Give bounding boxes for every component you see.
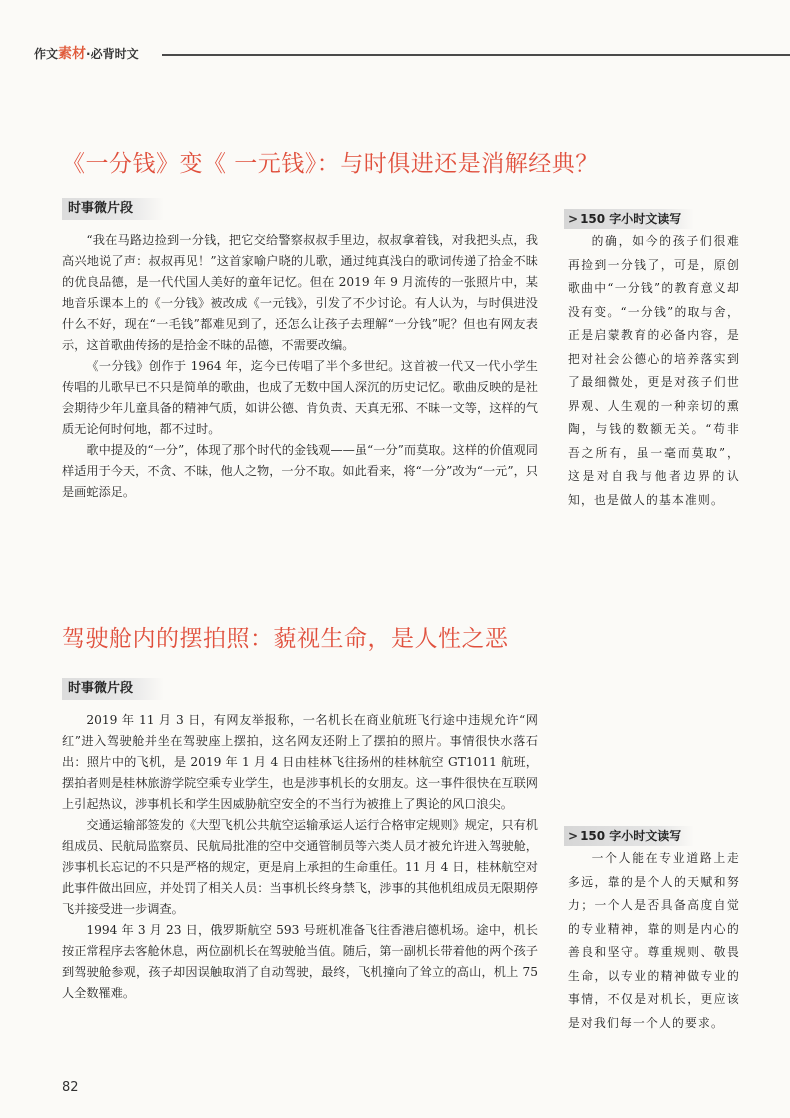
article2-title: 驾驶舱内的摆拍照：藐视生命，是人性之恶 <box>62 626 509 652</box>
column-label-prefix: 作文 <box>34 47 59 61</box>
sidebar2-heading-text: 150 字小时文读写 <box>580 829 682 843</box>
article1-paragraph: 《一分钱》创作于 1964 年，迄今已传唱了半个多世纪。这首被一代又一代小学生传唱的儿歌早已不只是简单的歌曲，也成了无数中国人深沉的历史记忆。歌曲反映的是社会期待少年儿童具备的精神气质，如讲公德、肯负责、天真无邪、不昧一文等，这样的气质无论何时何地，都不过时。 <box>62 359 538 436</box>
article1-paragraph: 歌中提及的“一分”，体现了那个时代的金钱观——虽“一分”而莫取。这样的价值观同样适用于今天，不贪、不昧，他人之物，一分不取。如此看来，将“一分”改为“一元”，只是画蛇添足。 <box>62 443 538 499</box>
sidebar2-heading <box>564 826 694 846</box>
column-label-suffix: ·必背时文 <box>86 47 139 61</box>
column-label-accent: 素材 <box>58 46 87 62</box>
chevron-right-icon: > <box>568 829 579 843</box>
article2-paragraph: 交通运输部签发的《大型飞机公共航空运输承运人运行合格审定规则》规定，只有机组成员、民航局监察员、民航局批准的空中交通管制员等六类人员才被允许进入驾驶舱，涉事机长忘记的不只是严格的规定，更是肩上承担的生命重任。11 月 4 日，桂林航空对此事件做出回应，并处罚了相关人员：当事机长终身禁飞，涉事的其他机组成员无限期停飞并接受进一步调查。 <box>62 818 538 916</box>
article1-paragraph: “我在马路边捡到一分钱，把它交给警察叔叔手里边，叔叔拿着钱，对我把头点，我高兴地说了声：叔叔再见！”这首家喻户晓的儿歌，通过纯真浅白的歌词传递了拾金不昧的优良品德，是一代代国人美好的童年记忆。但在 2019 年 9 月流传的一张照片中，某地音乐课本上的《一分钱》被改成《一元钱》，引发了不少讨论。有人认为，与时俱进没什么不好，现在“一毛钱”都难见到了，还怎么让孩子去理解“一分钱”呢？但也有网友表示，这首歌曲传扬的是拾金不昧的品德，不需要改编。 <box>62 233 538 352</box>
sidebar1-heading <box>564 209 694 229</box>
article2-section-tag: 时事微片段 <box>62 678 164 700</box>
page-header <box>34 44 790 66</box>
sidebar2-body <box>568 847 740 1035</box>
article2-body <box>62 710 538 1004</box>
sidebar1-paragraph: 的确，如今的孩子们很难再捡到一分钱了，可是，原创歌曲中“一分钱”的教育意义却没有变。“一分钱”的取与舍，正是启蒙教育的必备内容，是把对社会公德心的培养落实到了最细微处，更是对孩子们世界观、人生观的一种亲切的熏陶，与钱的数额无关。“苟非吾之所有，虽一毫而莫取”，这是对自我与他者边界的认知，也是做人的基本准则。 <box>568 234 740 507</box>
header-rule <box>162 54 790 56</box>
sidebar1-heading-text: 150 字小时文读写 <box>580 212 682 226</box>
sidebar1-body <box>568 230 740 512</box>
article1-body <box>62 230 538 503</box>
article2-paragraph: 2019 年 11 月 3 日，有网友举报称，一名机长在商业航班飞行途中违规允许“网红”进入驾驶舱并坐在驾驶座上摆拍，这名网友还附上了摆拍的照片。事情很快水落石出：照片中的飞机，是 2019 年 1 月 4 日由桂林飞往扬州的桂林航空 GT1011 航班，摆拍者则是桂林旅游学院空乘专业学生，也是涉事机长的女朋友。这一事件很快在互联网上引起热议，涉事机长和学生因威胁航空安全的不当行为被推上了舆论的风口浪尖。 <box>62 713 538 811</box>
article1-section-tag: 时事微片段 <box>62 198 164 220</box>
column-label <box>34 44 139 64</box>
sidebar2-paragraph: 一个人能在专业道路上走多远，靠的是个人的天赋和努力；一个人是否具备高度自觉的专业精神，靠的则是内心的善良和坚守。尊重规则、敬畏生命，以专业的精神做专业的事情，不仅是对机长，更应该是对我们每一个人的要求。 <box>568 851 740 1030</box>
article2-paragraph: 1994 年 3 月 23 日，俄罗斯航空 593 号班机准备飞往香港启德机场。途中，机长按正常程序去客舱休息，两位副机长在驾驶舱当值。随后，第一副机长带着他的两个孩子到驾驶舱参观，孩子却因误触取消了自动驾驶，最终，飞机撞向了耸立的高山，机上 75 人全数罹难。 <box>62 923 538 1000</box>
article1-title: 《一分钱》变《 一元钱》：与时俱进还是消解经典？ <box>62 151 599 177</box>
chevron-right-icon: > <box>568 212 579 226</box>
page-number: 82 <box>62 1080 79 1095</box>
